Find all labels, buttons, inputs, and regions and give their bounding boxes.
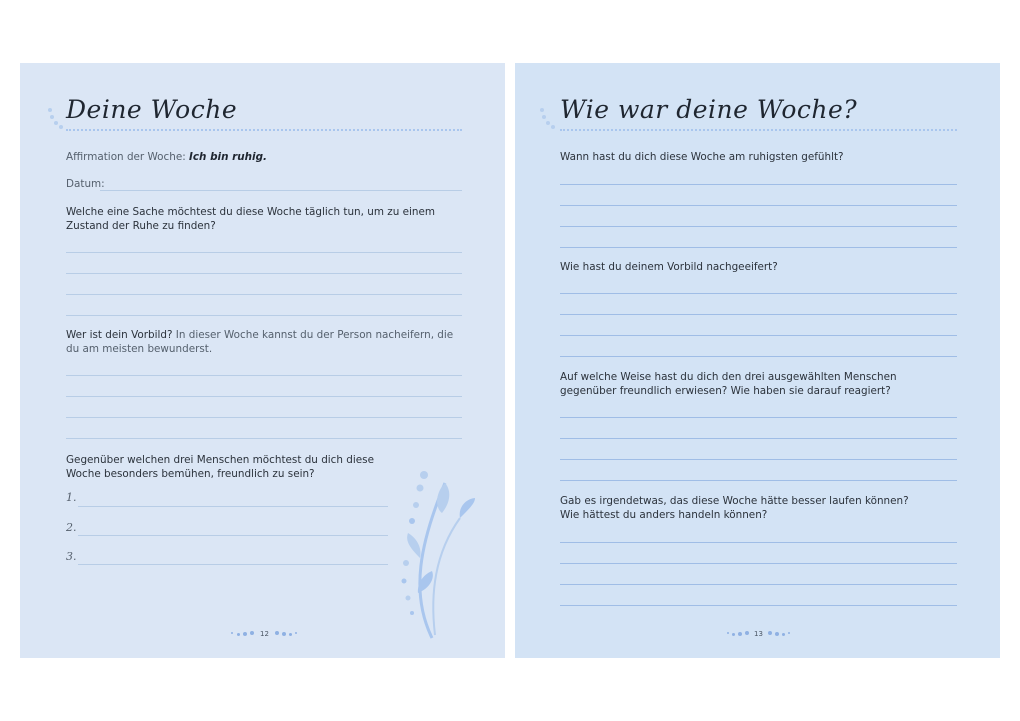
question-role-model-lead: Wer ist dein Vorbild?: [66, 329, 173, 341]
question-daily-thing: Welche eine Sache möchtest du diese Woche täglich tun, um zu einem Zustand der Ruhe zu finden?: [66, 206, 435, 232]
page-number: 13: [754, 630, 763, 638]
page-number-ornament-dot: [289, 633, 292, 636]
page-number-ornament-dot: [775, 632, 779, 636]
answer-line[interactable]: [560, 480, 957, 481]
question-role-model: [66, 328, 461, 356]
page-number-ornament-dot: [275, 631, 279, 635]
answer-line[interactable]: [560, 293, 957, 294]
affirmation-value: Ich bin ruhig.: [189, 151, 267, 163]
title-ornament-dot: [546, 121, 550, 125]
answer-line[interactable]: [560, 563, 957, 564]
page-number-ornament-dot: [745, 631, 749, 635]
answer-line[interactable]: [66, 438, 462, 439]
title-dotted-underline: [560, 129, 957, 131]
answer-line[interactable]: [66, 396, 462, 397]
page-number-ornament-dot: [788, 632, 790, 634]
answer-line[interactable]: [78, 564, 388, 565]
page-number: 12: [260, 630, 269, 638]
answer-line[interactable]: [560, 314, 957, 315]
page-title: Wie war deine Woche?: [560, 95, 858, 124]
page-number-ornament-dot: [768, 631, 772, 635]
title-ornament-dot: [48, 108, 52, 112]
answer-line[interactable]: [560, 356, 957, 357]
answer-line[interactable]: [66, 273, 462, 274]
question-improvement: [560, 494, 955, 522]
answer-line[interactable]: [66, 375, 462, 376]
answer-line[interactable]: [560, 459, 957, 460]
title-ornament-dot: [540, 108, 544, 112]
answer-line[interactable]: [560, 184, 957, 185]
list-number-2: 2.: [66, 521, 77, 534]
question-three-people: Gegenüber welchen drei Menschen möchtest du dich diese Woche besonders bemühen, freundlich zu sein?: [66, 454, 374, 480]
page-number-ornament-dot: [782, 633, 785, 636]
page-number-ornament-dot: [295, 632, 297, 634]
answer-line[interactable]: [560, 226, 957, 227]
date-line[interactable]: [100, 190, 462, 191]
list-number-1: 1.: [66, 491, 77, 504]
page-number-ornament-dot: [237, 633, 240, 636]
right-page: [515, 63, 1000, 658]
answer-line[interactable]: [560, 605, 957, 606]
answer-line[interactable]: [560, 335, 957, 336]
answer-line[interactable]: [66, 417, 462, 418]
answer-line[interactable]: [560, 247, 957, 248]
page-number-ornament-dot: [732, 633, 735, 636]
question-calmest: Wann hast du dich diese Woche am ruhigsten gefühlt?: [560, 151, 844, 163]
affirmation-label: Affirmation der Woche:: [66, 151, 190, 163]
answer-line[interactable]: [66, 315, 462, 316]
answer-line[interactable]: [560, 417, 957, 418]
page-number-ornament-dot: [231, 632, 233, 634]
title-ornament-dot: [551, 125, 555, 129]
title-dotted-underline: [66, 129, 462, 131]
title-ornament-dot: [54, 121, 58, 125]
page-number-ornament-dot: [727, 632, 729, 634]
left-page: [20, 63, 505, 658]
list-number-3: 3.: [66, 550, 77, 563]
answer-line[interactable]: [560, 438, 957, 439]
question-improvement-line1: Gab es irgendetwas, das diese Woche hätte besser laufen können?: [560, 495, 909, 507]
question-improvement-line2: Wie hättest du anders handeln können?: [560, 509, 768, 521]
date-label: Datum:: [66, 178, 105, 190]
title-ornament-dot: [59, 125, 63, 129]
page-number-ornament-dot: [250, 631, 254, 635]
answer-line[interactable]: [66, 252, 462, 253]
question-kindness-review: Auf welche Weise hast du dich den drei ausgewählten Menschen gegenüber freundlich erwiesen? Wie haben sie darauf reagiert?: [560, 371, 897, 397]
plant-illustration: [390, 463, 475, 643]
page-number-ornament-dot: [738, 632, 742, 636]
answer-line[interactable]: [560, 205, 957, 206]
question-role-model-rest: In dieser Woche kannst du der Person nacheifern, die du am meisten bewunderst.: [66, 329, 454, 355]
page-number-ornament-dot: [282, 632, 286, 636]
affirmation: [66, 150, 461, 164]
title-ornament-dot: [542, 115, 546, 119]
answer-line[interactable]: [66, 294, 462, 295]
answer-line[interactable]: [560, 542, 957, 543]
title-ornament-dot: [50, 115, 54, 119]
page-title: Deine Woche: [66, 95, 238, 124]
answer-line[interactable]: [78, 535, 388, 536]
question-role-model-review: Wie hast du deinem Vorbild nachgeeifert?: [560, 261, 778, 273]
answer-line[interactable]: [78, 506, 388, 507]
page-number-ornament-dot: [243, 632, 247, 636]
answer-line[interactable]: [560, 584, 957, 585]
